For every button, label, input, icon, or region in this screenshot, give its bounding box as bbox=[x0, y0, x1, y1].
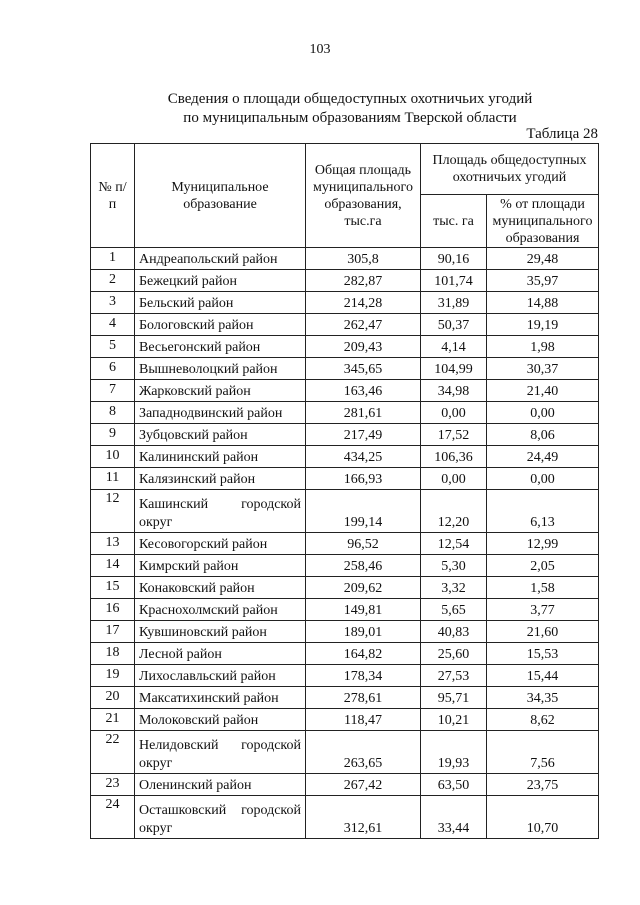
hunting-area-value: 63,50 bbox=[421, 774, 487, 796]
row-number: 20 bbox=[91, 687, 135, 709]
table-row bbox=[91, 314, 599, 336]
municipality-name: Весьегонский район bbox=[135, 336, 306, 358]
total-area-value: 118,47 bbox=[306, 709, 421, 731]
percent-value: 35,97 bbox=[487, 270, 599, 292]
total-area-value: 262,47 bbox=[306, 314, 421, 336]
table-row bbox=[91, 270, 599, 292]
document-title bbox=[110, 90, 590, 128]
municipality-name-line-2: округ bbox=[139, 515, 173, 530]
percent-value: 6,13 bbox=[487, 490, 599, 533]
total-area-value: 199,14 bbox=[306, 490, 421, 533]
municipality-name-line-2: округ bbox=[139, 821, 173, 836]
page-number: 103 bbox=[309, 42, 331, 57]
table-row bbox=[91, 292, 599, 314]
municipality-name: Лесной район bbox=[135, 643, 306, 665]
municipality-name: Молоковский район bbox=[135, 709, 306, 731]
hunting-area-value: 5,65 bbox=[421, 599, 487, 621]
hunting-area-value: 5,30 bbox=[421, 555, 487, 577]
header-total-area: Общая площадь муниципального образования, тыс.га bbox=[306, 144, 421, 248]
table-row bbox=[91, 731, 599, 774]
table-row bbox=[91, 643, 599, 665]
table-row bbox=[91, 599, 599, 621]
hunting-area-value: 25,60 bbox=[421, 643, 487, 665]
municipality-name: Бологовский район bbox=[135, 314, 306, 336]
percent-value: 7,56 bbox=[487, 731, 599, 774]
hunting-area-value: 4,14 bbox=[421, 336, 487, 358]
hunting-area-value: 17,52 bbox=[421, 424, 487, 446]
row-number: 10 bbox=[91, 446, 135, 468]
total-area-value: 189,01 bbox=[306, 621, 421, 643]
total-area-value: 305,8 bbox=[306, 248, 421, 270]
municipality-name: Кимрский район bbox=[135, 555, 306, 577]
municipality-name-line-2: округ bbox=[139, 756, 173, 771]
municipality-name: Калининский район bbox=[135, 446, 306, 468]
municipality-name-line-1: Осташковский городской bbox=[139, 803, 301, 818]
municipality-name bbox=[135, 796, 306, 839]
table-row bbox=[91, 424, 599, 446]
percent-value: 8,62 bbox=[487, 709, 599, 731]
row-number: 8 bbox=[91, 402, 135, 424]
table-row bbox=[91, 621, 599, 643]
total-area-value: 163,46 bbox=[306, 380, 421, 402]
hunting-area-value: 3,32 bbox=[421, 577, 487, 599]
table-row bbox=[91, 402, 599, 424]
percent-value: 29,48 bbox=[487, 248, 599, 270]
table-row bbox=[91, 358, 599, 380]
title-line-2: по муниципальным образованиям Тверской области bbox=[183, 110, 517, 126]
hunting-area-value: 50,37 bbox=[421, 314, 487, 336]
table-row bbox=[91, 336, 599, 358]
total-area-value: 263,65 bbox=[306, 731, 421, 774]
row-number: 6 bbox=[91, 358, 135, 380]
header-thousand-ha: тыс. га bbox=[421, 195, 487, 248]
percent-value: 19,19 bbox=[487, 314, 599, 336]
percent-value: 30,37 bbox=[487, 358, 599, 380]
percent-value: 14,88 bbox=[487, 292, 599, 314]
municipality-name: Оленинский район bbox=[135, 774, 306, 796]
hunting-area-value: 27,53 bbox=[421, 665, 487, 687]
hunting-area-value: 19,93 bbox=[421, 731, 487, 774]
percent-value: 0,00 bbox=[487, 468, 599, 490]
hunting-area-table bbox=[90, 143, 599, 839]
municipality-name-line-1: Нелидовский городской bbox=[139, 738, 301, 753]
total-area-value: 209,43 bbox=[306, 336, 421, 358]
hunting-area-value: 40,83 bbox=[421, 621, 487, 643]
hunting-area-value: 90,16 bbox=[421, 248, 487, 270]
hunting-area-value: 95,71 bbox=[421, 687, 487, 709]
total-area-value: 278,61 bbox=[306, 687, 421, 709]
municipality-name: Андреапольский район bbox=[135, 248, 306, 270]
row-number: 3 bbox=[91, 292, 135, 314]
table-row bbox=[91, 555, 599, 577]
hunting-area-value: 104,99 bbox=[421, 358, 487, 380]
municipality-name: Краснохолмский район bbox=[135, 599, 306, 621]
row-number: 1 bbox=[91, 248, 135, 270]
hunting-area-value: 10,21 bbox=[421, 709, 487, 731]
percent-value: 12,99 bbox=[487, 533, 599, 555]
percent-value: 2,05 bbox=[487, 555, 599, 577]
header-percent: % от площади муниципального образования bbox=[487, 195, 599, 248]
municipality-name bbox=[135, 731, 306, 774]
percent-value: 15,53 bbox=[487, 643, 599, 665]
table-row bbox=[91, 490, 599, 533]
total-area-value: 281,61 bbox=[306, 402, 421, 424]
table-header bbox=[91, 144, 599, 248]
municipality-name: Максатихинский район bbox=[135, 687, 306, 709]
percent-value: 1,58 bbox=[487, 577, 599, 599]
total-area-value: 166,93 bbox=[306, 468, 421, 490]
hunting-area-value: 101,74 bbox=[421, 270, 487, 292]
total-area-value: 267,42 bbox=[306, 774, 421, 796]
total-area-value: 282,87 bbox=[306, 270, 421, 292]
header-hunting-area: Площадь общедоступных охотничьих угодий bbox=[421, 144, 599, 195]
municipality-name: Западнодвинский район bbox=[135, 402, 306, 424]
municipality-name: Кувшиновский район bbox=[135, 621, 306, 643]
total-area-value: 178,34 bbox=[306, 665, 421, 687]
percent-value: 21,60 bbox=[487, 621, 599, 643]
hunting-area-value: 0,00 bbox=[421, 402, 487, 424]
percent-value: 8,06 bbox=[487, 424, 599, 446]
row-number: 4 bbox=[91, 314, 135, 336]
row-number: 14 bbox=[91, 555, 135, 577]
municipality-name: Бельский район bbox=[135, 292, 306, 314]
table-body bbox=[91, 248, 599, 839]
row-number: 23 bbox=[91, 774, 135, 796]
table-row bbox=[91, 533, 599, 555]
municipality-name: Конаковский район bbox=[135, 577, 306, 599]
row-number: 17 bbox=[91, 621, 135, 643]
table-row bbox=[91, 468, 599, 490]
hunting-area-value: 0,00 bbox=[421, 468, 487, 490]
hunting-area-value: 33,44 bbox=[421, 796, 487, 839]
percent-value: 10,70 bbox=[487, 796, 599, 839]
row-number: 15 bbox=[91, 577, 135, 599]
row-number: 18 bbox=[91, 643, 135, 665]
hunting-area-value: 31,89 bbox=[421, 292, 487, 314]
municipality-name: Калязинский район bbox=[135, 468, 306, 490]
municipality-name: Вышневолоцкий район bbox=[135, 358, 306, 380]
total-area-value: 217,49 bbox=[306, 424, 421, 446]
percent-value: 3,77 bbox=[487, 599, 599, 621]
table-row bbox=[91, 248, 599, 270]
municipality-name: Жарковский район bbox=[135, 380, 306, 402]
row-number: 16 bbox=[91, 599, 135, 621]
table-row bbox=[91, 380, 599, 402]
municipality-name-line-1: Кашинский городской bbox=[139, 497, 301, 512]
row-number: 7 bbox=[91, 380, 135, 402]
total-area-value: 345,65 bbox=[306, 358, 421, 380]
municipality-name: Бежецкий район bbox=[135, 270, 306, 292]
table-row bbox=[91, 687, 599, 709]
table-row bbox=[91, 774, 599, 796]
municipality-name: Зубцовский район bbox=[135, 424, 306, 446]
row-number: 5 bbox=[91, 336, 135, 358]
total-area-value: 312,61 bbox=[306, 796, 421, 839]
row-number: 12 bbox=[91, 490, 135, 533]
row-number: 21 bbox=[91, 709, 135, 731]
hunting-area-value: 106,36 bbox=[421, 446, 487, 468]
table-row bbox=[91, 577, 599, 599]
table-row bbox=[91, 446, 599, 468]
total-area-value: 164,82 bbox=[306, 643, 421, 665]
total-area-value: 214,28 bbox=[306, 292, 421, 314]
percent-value: 21,40 bbox=[487, 380, 599, 402]
hunting-area-value: 12,54 bbox=[421, 533, 487, 555]
row-number: 24 bbox=[91, 796, 135, 839]
total-area-value: 209,62 bbox=[306, 577, 421, 599]
row-number: 11 bbox=[91, 468, 135, 490]
municipality-name: Кесовогорский район bbox=[135, 533, 306, 555]
table-row bbox=[91, 709, 599, 731]
row-number: 19 bbox=[91, 665, 135, 687]
header-municipality: Муниципальное образование bbox=[135, 144, 306, 248]
row-number: 13 bbox=[91, 533, 135, 555]
header-num: № п/п bbox=[91, 144, 135, 248]
total-area-value: 434,25 bbox=[306, 446, 421, 468]
percent-value: 0,00 bbox=[487, 402, 599, 424]
percent-value: 15,44 bbox=[487, 665, 599, 687]
row-number: 22 bbox=[91, 731, 135, 774]
row-number: 2 bbox=[91, 270, 135, 292]
row-number: 9 bbox=[91, 424, 135, 446]
municipality-name: Лихославльский район bbox=[135, 665, 306, 687]
municipality-name bbox=[135, 490, 306, 533]
hunting-area-value: 12,20 bbox=[421, 490, 487, 533]
total-area-value: 149,81 bbox=[306, 599, 421, 621]
hunting-area-value: 34,98 bbox=[421, 380, 487, 402]
percent-value: 1,98 bbox=[487, 336, 599, 358]
title-line-1: Сведения о площади общедоступных охотничьих угодий bbox=[167, 91, 533, 107]
table-label: Таблица 28 bbox=[526, 126, 598, 142]
total-area-value: 258,46 bbox=[306, 555, 421, 577]
percent-value: 23,75 bbox=[487, 774, 599, 796]
percent-value: 34,35 bbox=[487, 687, 599, 709]
table-row bbox=[91, 796, 599, 839]
total-area-value: 96,52 bbox=[306, 533, 421, 555]
percent-value: 24,49 bbox=[487, 446, 599, 468]
table-row bbox=[91, 665, 599, 687]
